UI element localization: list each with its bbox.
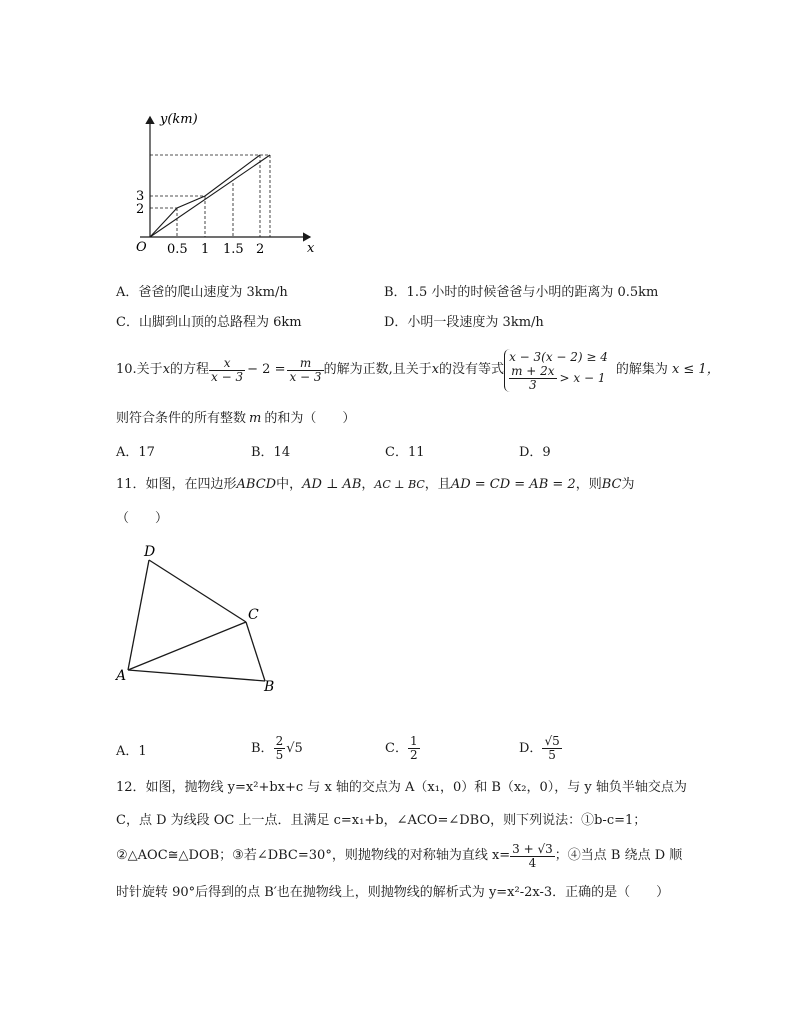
x-tick-1: 1	[201, 242, 210, 257]
x-axis-label: x	[307, 241, 315, 256]
q12-line1: 12．如图，抛物线 y=x²+bx+c 与 x 轴的交点为 A（x₁，0）和 B（x₂，0），与 y 轴负半轴交点为	[116, 780, 687, 795]
q10-minus-two: − 2 =	[247, 362, 286, 377]
y-axis-label: y(km)	[160, 112, 198, 127]
q11-option-d: D． $\frac{√5}{5}$	[519, 734, 560, 762]
q10-fraction-1: $\frac{x}{x - 3}$	[211, 355, 244, 384]
q10-text-sol: 的解集为	[615, 362, 668, 377]
q10-option-b: B．14	[251, 445, 291, 460]
q10-line2: 则符合条件的所有整数 m 的和为（ ）	[116, 411, 356, 426]
q9-option-b: B．1.5 小时的时候爸爸与小明的距离为 0.5km	[384, 285, 659, 300]
q10-fraction-2: $\frac{m}{x - 3}$	[289, 355, 322, 384]
inequality-2: $\frac{m + 2x}{3}$ > x − 1	[511, 363, 606, 392]
q9-option-a: A．爸爸的爬山速度为 3km/h	[116, 285, 288, 300]
q11-stem: 11．如图，在四边形ABCD中，AD ⊥ AB，AC ⊥ BC，且AD = CD = AB = 2，则BC为	[116, 477, 635, 492]
q10-var-x2: x	[431, 362, 440, 377]
q9-option-d: D．小明一段速度为 3km/h	[384, 315, 544, 330]
q11-option-b: B． $\frac{2}{5}$ √5	[251, 734, 303, 762]
label-c: C	[248, 607, 259, 623]
q10-option-a: A．17	[116, 445, 155, 460]
y-tick-3: 3	[136, 189, 145, 204]
q10-stem	[116, 345, 720, 395]
q11-paren: （ ）	[116, 511, 169, 526]
q12-line4: 时针旋转 90°后得到的点 B′也在抛物线上，则抛物线的解析式为 y=x²-2x-3．正确的是（ ）	[116, 885, 670, 900]
q9-option-c: C．山脚到山顶的总路程为 6km	[116, 315, 302, 330]
distance-time-graph	[110, 105, 330, 270]
q10-text-eq: 的方程	[170, 362, 210, 377]
inequality-system	[504, 349, 608, 392]
label-b: B	[264, 679, 275, 695]
q10-text-mid: 的解为正数,且关于	[323, 362, 432, 377]
q10-prefix: 10.关于	[116, 362, 163, 377]
q10-text-ineq: 的没有等式	[439, 362, 505, 377]
q12-line2: C，点 D 为线段 OC 上一点．且满足 c=x₁+b，∠ACO=∠DBO，则下列说法：①b-c=1；	[116, 813, 647, 828]
x-tick-1.5: 1.5	[223, 242, 244, 257]
q10-solution: x ≤ 1，	[671, 362, 720, 377]
label-d: D	[144, 544, 156, 560]
q11-option-a: A．1	[116, 744, 147, 759]
x-tick-0.5: 0.5	[167, 242, 188, 257]
quadrilateral-figure	[110, 540, 290, 695]
x-tick-2: 2	[256, 242, 265, 257]
origin-label: O	[136, 240, 147, 255]
q10-var-x: x	[162, 362, 171, 377]
inequality-1: x − 3(x − 2) ≥ 4	[509, 349, 608, 364]
q10-option-c: C．11	[385, 445, 425, 460]
q10-option-d: D．9	[519, 445, 551, 460]
q11-option-c: C． $\frac{1}{2}$	[385, 734, 418, 762]
q12-line3: ②△AOC≅△DOB；③若∠DBC=30°，则抛物线的对称轴为直线 x= $\frac{3 + √3}{4}$ ；④当点 B 绕点 D 顺	[116, 841, 683, 870]
label-a: A	[116, 668, 127, 684]
y-tick-2: 2	[136, 202, 145, 217]
